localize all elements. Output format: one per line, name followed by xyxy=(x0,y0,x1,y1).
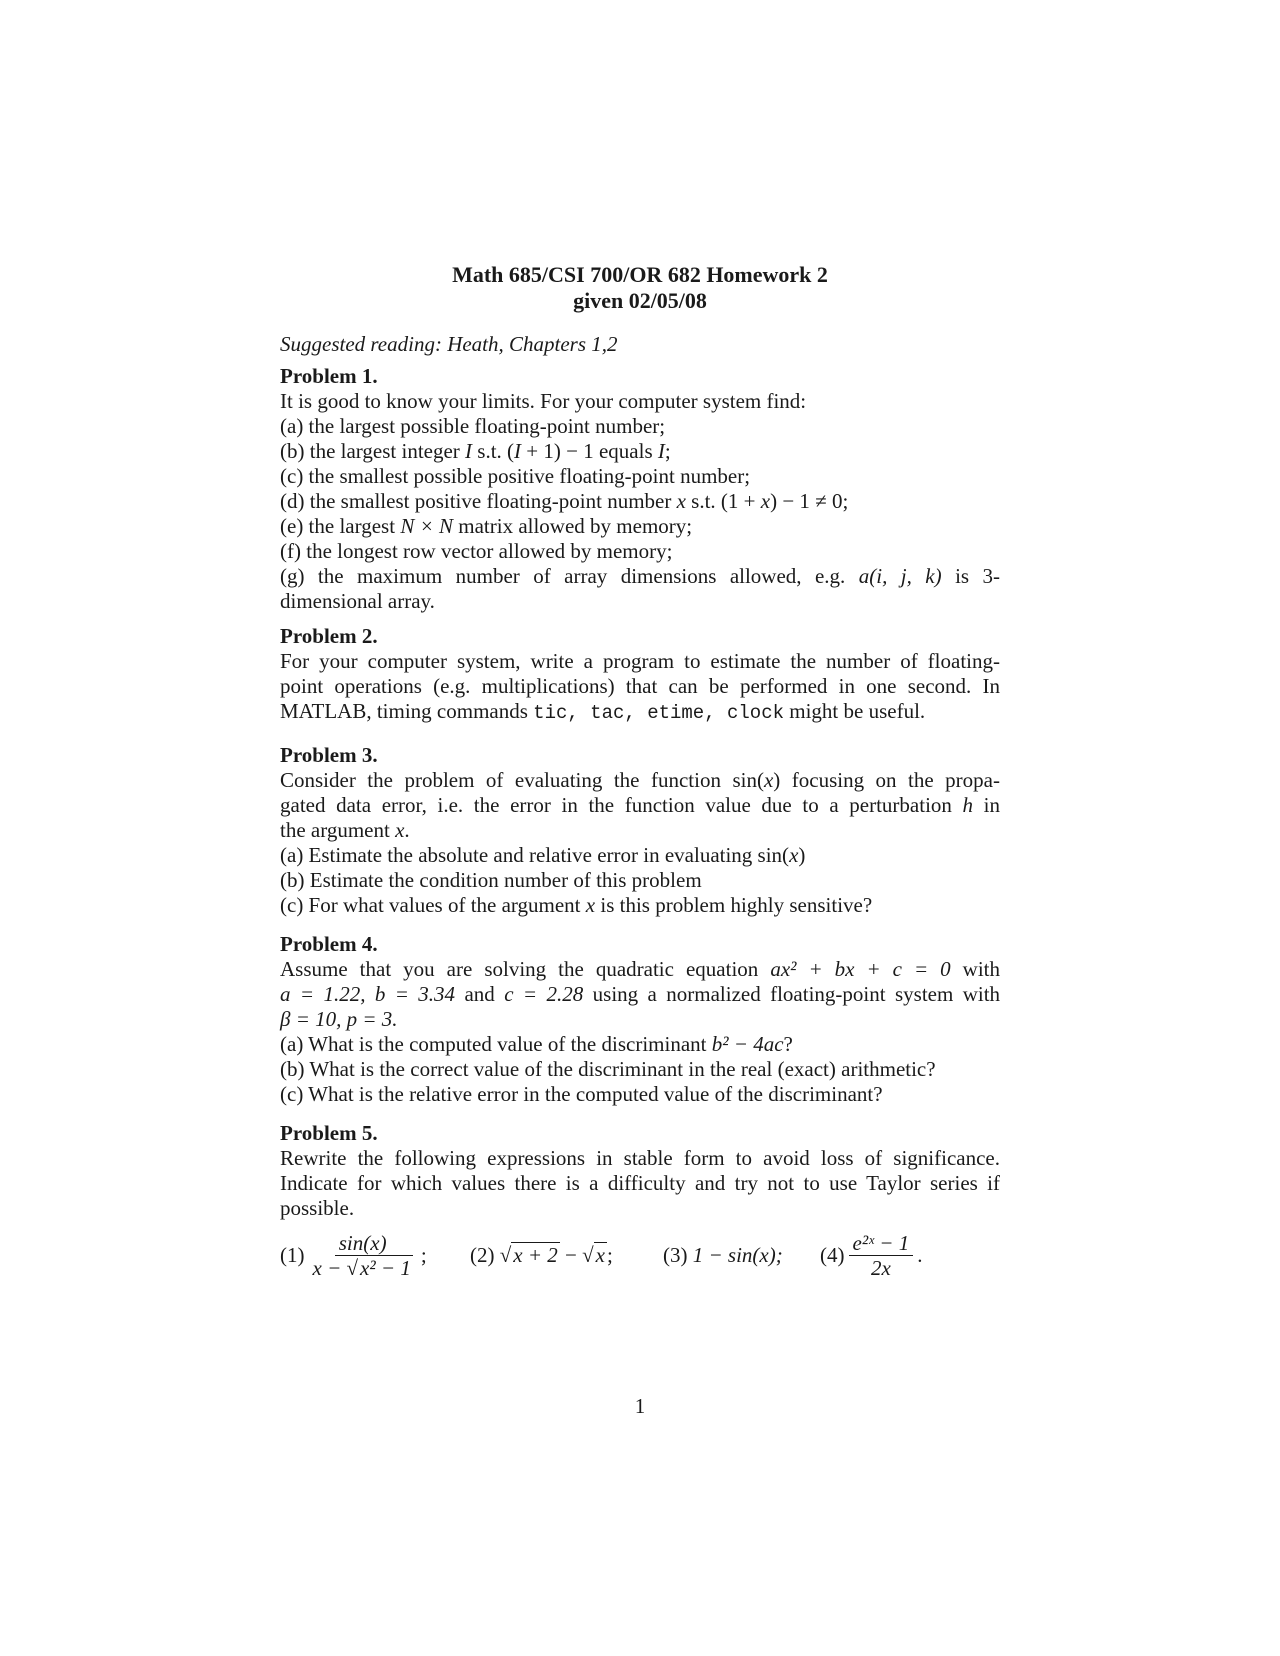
radicand: x + 2 xyxy=(513,1242,558,1267)
text-span: ) xyxy=(798,843,806,867)
text-span: . xyxy=(917,1242,923,1267)
problem-1-item-d xyxy=(280,489,1000,514)
problem-4-item-a xyxy=(280,1032,1000,1057)
expression-2 xyxy=(470,1225,613,1285)
text-span: with xyxy=(962,957,1000,981)
expression-label: (1) xyxy=(280,1242,305,1267)
math-var: a(i, j, k) xyxy=(858,564,942,588)
text-span: ) − 1 ≠ 0; xyxy=(770,489,849,513)
square-root: √x² − 1 xyxy=(346,1255,411,1280)
problem-4-heading: Problem 4. xyxy=(280,932,378,956)
text-span: is 3- xyxy=(955,564,1001,588)
title-block xyxy=(280,262,1000,314)
text-span: Consider the problem of evaluating the function sin( xyxy=(280,768,764,792)
expression-1 xyxy=(280,1225,427,1285)
problem-2-heading: Problem 2. xyxy=(280,624,378,648)
problem-5-line-3: possible. xyxy=(280,1196,355,1220)
radicand: x² − 1 xyxy=(360,1255,411,1280)
text-span: in xyxy=(973,793,1000,817)
problem-3-line-1 xyxy=(280,768,1000,793)
code-span: tic, tac, etime, clock xyxy=(533,702,785,724)
problem-1-item-g xyxy=(280,564,1000,589)
text-span: ; xyxy=(664,439,671,463)
problem-4-line-1 xyxy=(280,957,1000,982)
problem-1-item-c: (c) the smallest possible positive floating-point number; xyxy=(280,464,751,488)
text-span: − xyxy=(559,1242,583,1267)
text-span: ? xyxy=(783,1032,793,1056)
text-span: ) focusing on the propa- xyxy=(773,768,1000,792)
expression-row xyxy=(280,1225,1000,1285)
problem-1-item-g-cont: dimensional array. xyxy=(280,589,435,613)
math-expr: 1 − sin(x); xyxy=(692,1242,783,1267)
math-var: x xyxy=(395,818,405,842)
math-var: x xyxy=(789,843,799,867)
problem-4-line-2 xyxy=(280,982,1000,1007)
expression-3 xyxy=(663,1225,783,1285)
text-span: ; xyxy=(420,1242,427,1267)
problem-5-line-1: Rewrite the following expressions in stable form to avoid loss of significance. xyxy=(280,1146,1000,1170)
math-var: I xyxy=(657,439,665,463)
text-span: x − xyxy=(312,1255,347,1280)
problem-1 xyxy=(280,364,1000,614)
expression-4 xyxy=(820,1225,922,1285)
problem-1-item-f: (f) the longest row vector allowed by memory; xyxy=(280,539,673,563)
text-span: gated data error, i.e. the error in the function value due to a perturbation xyxy=(280,793,963,817)
fraction-denominator: 2x xyxy=(870,1255,891,1280)
text-span: (g) the maximum number of array dimensions allowed, e.g. xyxy=(280,564,846,588)
problem-1-item-a: (a) the largest possible floating-point number; xyxy=(280,414,666,438)
problem-2-line-2: point operations (e.g. multiplications) that can be performed in one second. In xyxy=(280,674,1000,698)
problem-1-item-e xyxy=(280,514,1000,539)
problem-3-item-b: (b) Estimate the condition number of this problem xyxy=(280,868,702,892)
math-var: x xyxy=(763,768,774,792)
problem-3-item-c xyxy=(280,893,1000,918)
text-span: (a) Estimate the absolute and relative error in evaluating sin( xyxy=(280,843,790,867)
text-span: (d) the smallest positive floating-point number xyxy=(280,489,677,513)
suggested-reading: Suggested reading: Heath, Chapters 1,2 xyxy=(280,332,618,356)
document-title: Math 685/CSI 700/OR 682 Homework 2 xyxy=(452,262,828,287)
expression-label: (2) xyxy=(470,1242,495,1267)
document-date: given 02/05/08 xyxy=(573,288,707,313)
math-expr: a = 1.22, b = 3.34 xyxy=(280,982,456,1006)
radicand: x xyxy=(595,1242,605,1267)
math-var: h xyxy=(962,793,974,817)
math-var: x xyxy=(676,489,686,513)
text-span: Assume that you are solving the quadratic equation xyxy=(280,957,759,981)
math-var: N × N xyxy=(400,514,453,538)
fraction-denominator xyxy=(309,1256,417,1279)
problem-5-line-2: Indicate for which values there is a difficulty and try not to use Taylor series if xyxy=(280,1171,1000,1195)
fraction-numerator: sin(x) xyxy=(335,1232,391,1256)
problem-2 xyxy=(280,624,1000,726)
square-root: √x xyxy=(582,1242,605,1267)
expression-label: (3) xyxy=(663,1242,688,1267)
text-span: ; xyxy=(606,1242,613,1267)
math-expr: ax² + bx + c = 0 xyxy=(770,957,951,981)
page-number: 1 xyxy=(634,1394,646,1418)
text-span: and xyxy=(464,982,495,1006)
math-var: x xyxy=(760,489,771,513)
expression-label: (4) xyxy=(820,1242,845,1267)
math-var: I xyxy=(465,439,473,463)
problem-4 xyxy=(280,932,1000,1107)
text-span: s.t. (1 + xyxy=(685,489,761,513)
problem-5-heading: Problem 5. xyxy=(280,1121,378,1145)
text-span: MATLAB, timing commands xyxy=(280,699,534,723)
math-var: I xyxy=(514,439,522,463)
problem-3-line-2 xyxy=(280,793,1000,818)
text-span: matrix allowed by memory; xyxy=(453,514,693,538)
text-span: (a) What is the computed value of the discriminant xyxy=(280,1032,712,1056)
text-span: (e) the largest xyxy=(280,514,401,538)
math-expr: c = 2.28 xyxy=(504,982,584,1006)
problem-1-item-b xyxy=(280,439,1000,464)
problem-3-item-a xyxy=(280,843,1000,868)
problem-2-line-3 xyxy=(280,699,1000,726)
problem-5 xyxy=(280,1121,1000,1285)
fraction xyxy=(309,1232,417,1279)
problem-3 xyxy=(280,743,1000,918)
problem-2-line-1: For your computer system, write a program to estimate the number of floating- xyxy=(280,649,1000,673)
fraction xyxy=(849,1232,914,1279)
text-span: using a normalized floating-point system with xyxy=(592,982,1001,1006)
problem-3-line-3 xyxy=(280,818,1000,843)
problem-4-line-3: β = 10, p = 3. xyxy=(280,1007,398,1031)
math-expr: b² − 4ac xyxy=(711,1032,784,1056)
square-root: √x + 2 xyxy=(499,1242,558,1267)
text-span: (c) For what values of the argument xyxy=(280,893,586,917)
fraction-numerator: e²ˣ − 1 xyxy=(849,1232,914,1256)
text-span: + 1) − 1 equals xyxy=(521,439,658,463)
text-span: might be useful. xyxy=(784,699,926,723)
problem-1-intro: It is good to know your limits. For your computer system find: xyxy=(280,389,807,413)
problem-4-item-b: (b) What is the correct value of the discriminant in the real (exact) arithmetic? xyxy=(280,1057,936,1081)
problem-1-heading: Problem 1. xyxy=(280,364,378,388)
text-span: . xyxy=(404,818,410,842)
text-span: s.t. ( xyxy=(472,439,515,463)
problem-4-item-c: (c) What is the relative error in the computed value of the discriminant? xyxy=(280,1082,883,1106)
text-span: the argument xyxy=(280,818,396,842)
text-span: (b) the largest integer xyxy=(280,439,466,463)
text-span: is this problem highly sensitive? xyxy=(595,893,873,917)
problem-3-heading: Problem 3. xyxy=(280,743,378,767)
math-var: x xyxy=(585,893,596,917)
